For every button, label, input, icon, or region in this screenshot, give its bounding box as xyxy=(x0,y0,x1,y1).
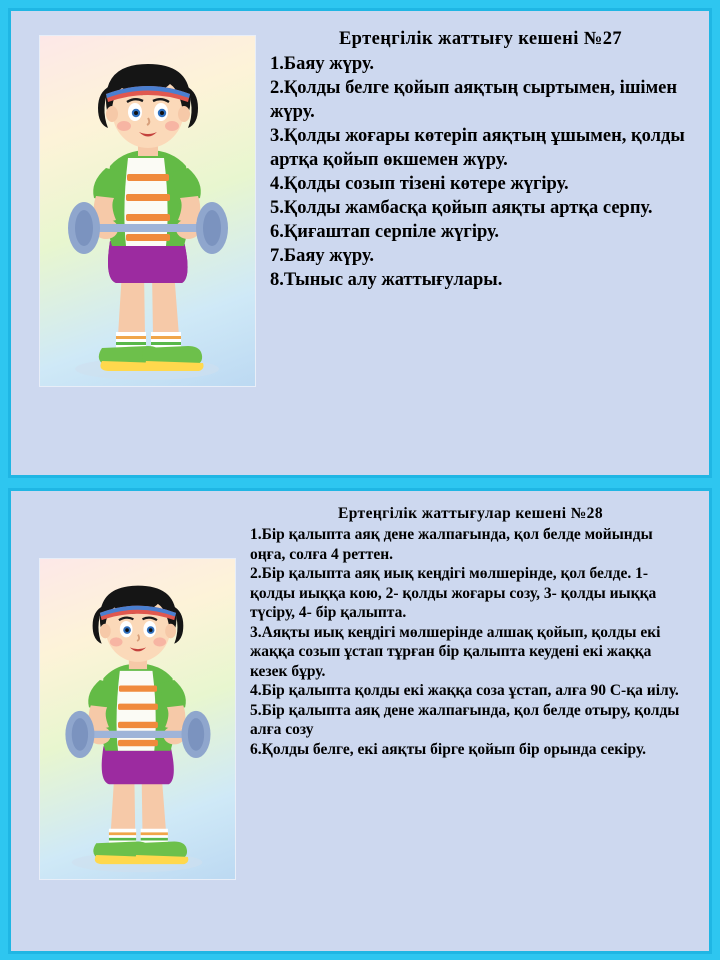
slide-2-line-6: 6.Қолды белге, екі аяқты бірге қойып бір орында секіру. xyxy=(250,740,647,758)
slide-1-line-1: 1.Баяу жүру. xyxy=(270,54,374,74)
slide-2-figure xyxy=(23,503,236,880)
child-with-dumbbell-illustration xyxy=(39,558,236,880)
slide-1-line-8: 8.Тыныс алу жаттығулары. xyxy=(270,270,503,291)
child-with-dumbbell-illustration xyxy=(39,35,256,387)
slide-2-line-4: 4.Бір қалыпта қолды екі жаққа соза ұстап, алға 90 С-қа иілу. xyxy=(250,682,679,700)
slide-2-line-2: 2.Бір қалыпта аяқ иық кеңдігі мөлшерінде, қол белде. 1- қолды иыққа кою, 2- қолды жоғары созу, 3- қолды иыққа түсіру, 4- бір қалыпта. xyxy=(250,565,657,622)
slide-1-line-3: 3.Қолды жоғары көтеріп аяқтың ұшымен, қолды артқа қойып өкшемен жүру. xyxy=(270,126,685,171)
slide-1-line-2: 2.Қолды белге қойып аяқтың сыртымен, ішімен жүру. xyxy=(270,78,678,123)
slide-1-line-4: 4.Қолды созып тізені көтере жүгіру. xyxy=(270,174,569,195)
slide-1-figure xyxy=(23,23,256,387)
slide-1-line-5: 5.Қолды жамбасқа қойып аяқты артқа серпу. xyxy=(270,198,653,219)
slide-2-line-3: 3.Аяқты иық кеңдігі мөлшерінде алшақ қойып, қолды екі жаққа созып ұстап тұрған бір қалыпта кеудені екі жаққа кезек бұру. xyxy=(250,623,661,680)
slide-1-line-6: 6.Қиғаштап серпіле жүгіру. xyxy=(270,222,500,243)
slide-1 xyxy=(8,8,712,478)
slide-2-content xyxy=(23,503,697,939)
slide-1-line-7: 7.Баяу жүру. xyxy=(270,246,374,267)
slide-2-text xyxy=(236,503,697,759)
slide-1-content xyxy=(23,23,697,463)
child-illustration-svg xyxy=(40,36,255,386)
slide-2-title: Ертеңгілік жаттығулар кешені №28 xyxy=(338,505,603,522)
slide-2 xyxy=(8,488,712,954)
slide-2-line-5: 5.Бір қалыпта аяқ дене жалпағында, қол белде отыру, қолды алға созу xyxy=(250,701,680,739)
slide-2-line-1: 1.Бір қалыпта аяқ дене жалпағында, қол белде мойынды оңға, солға 4 реттен. xyxy=(250,526,653,563)
slide-1-title: Ертеңгілік жаттығу кешені №27 xyxy=(338,29,623,49)
child-illustration-svg xyxy=(40,559,235,879)
slide-1-text xyxy=(256,23,697,292)
